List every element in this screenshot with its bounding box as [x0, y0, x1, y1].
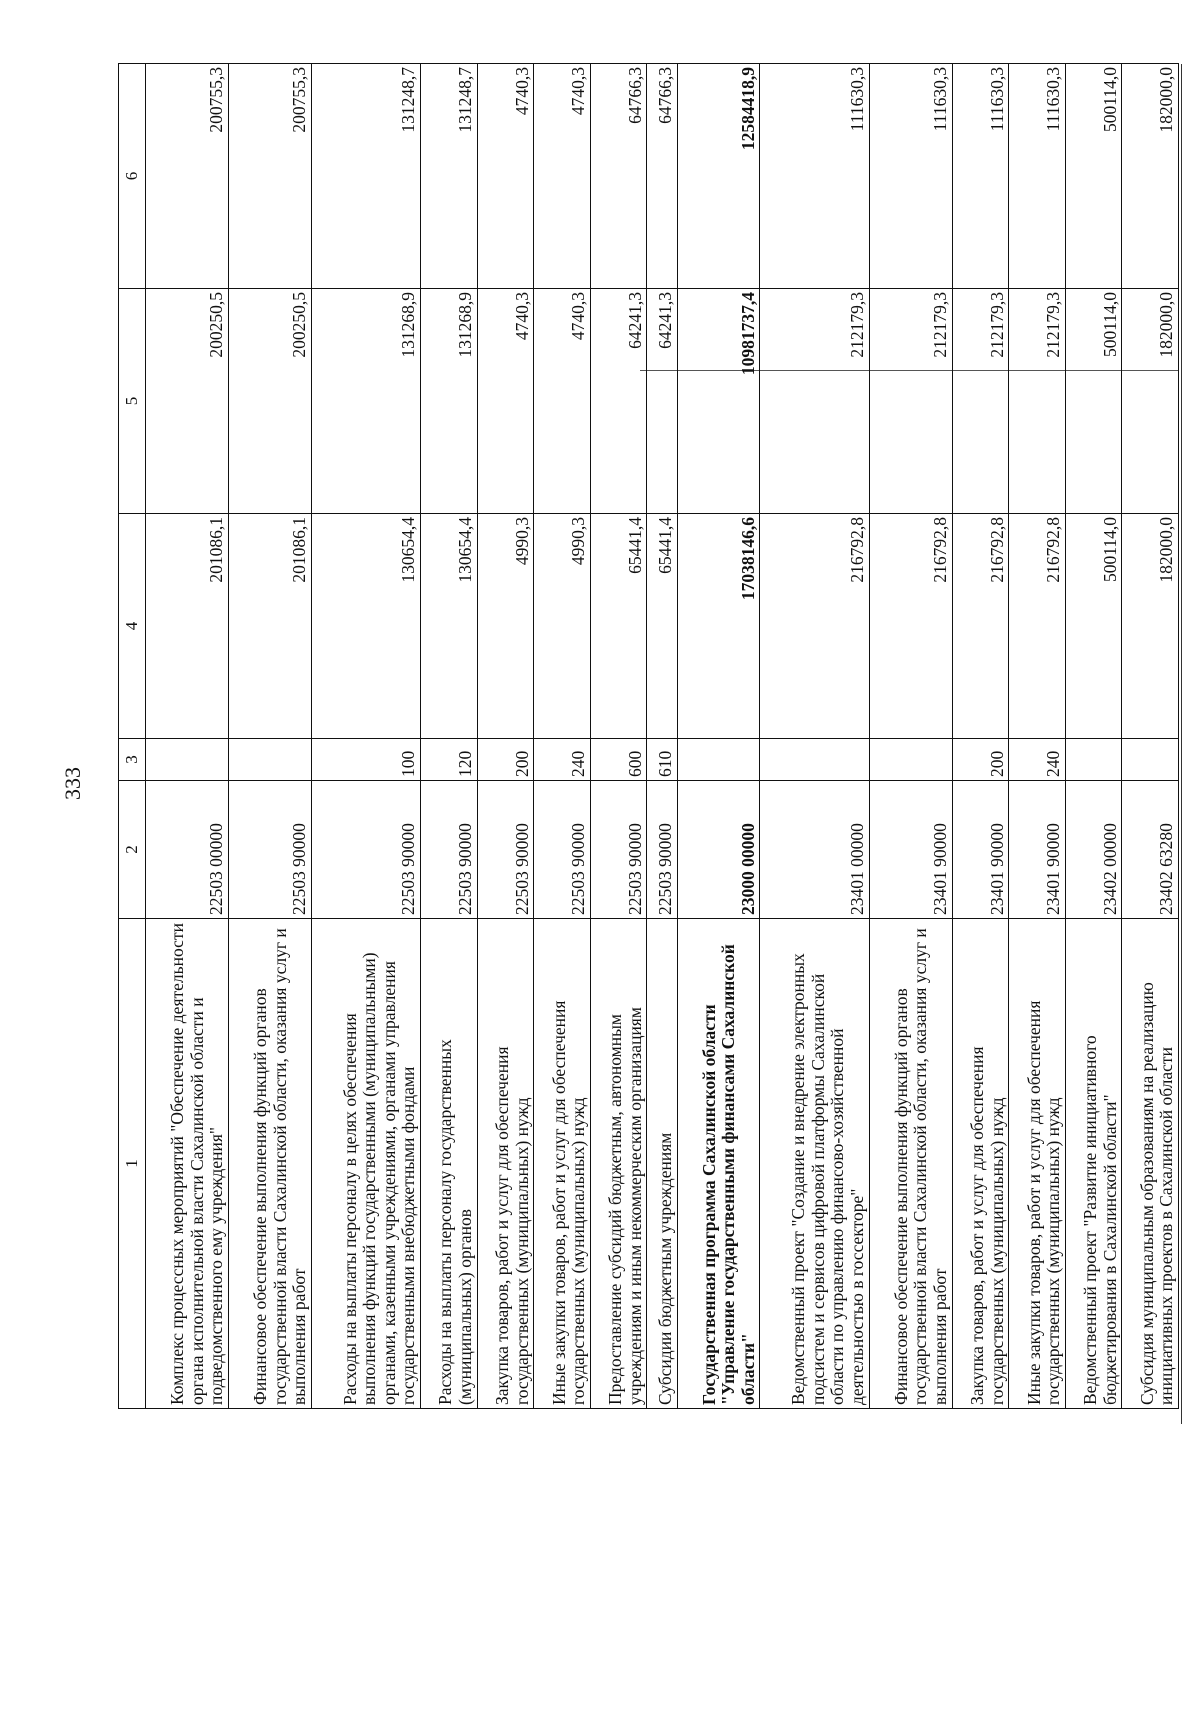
row-name-cell: Государственная программа Сахалинской области "Управление государственными финансами Сахалинской области": [677, 919, 760, 1409]
row-expense-type-cell: 610: [647, 739, 677, 781]
row-name-cell: Иные закупки товаров, работ и услуг для обеспечения государственных (муниципальных) нужд: [1009, 919, 1066, 1409]
row-expense-type-cell: 600: [590, 739, 647, 781]
row-value-col4-cell: 4990,3: [477, 514, 534, 739]
page-number: 333: [60, 767, 85, 800]
row-value-col6-cell: 182000,0: [1122, 64, 1179, 289]
row-value-col5-cell: 64241,3: [647, 289, 677, 514]
row-name-cell: Закупка товаров, работ и услуг для обеспечения государственных (муниципальных) нужд: [477, 919, 534, 1409]
table-row: [1122, 64, 1179, 1409]
row-expense-type-cell: [228, 739, 311, 781]
row-code-cell: 23402 63280: [1122, 781, 1179, 919]
row-name-cell: Финансовое обеспечение выполнения функций органов государственной власти Сахалинской области, оказания услуг и выполнения работ: [869, 919, 952, 1409]
row-code-cell: 22503 90000: [534, 781, 591, 919]
header-col-2: 2: [119, 781, 146, 919]
row-expense-type-cell: [1122, 739, 1179, 781]
table-row: [1009, 64, 1066, 1409]
row-name-cell: Закупка товаров, работ и услуг для обеспечения государственных (муниципальных) нужд: [952, 919, 1009, 1409]
table-row: [420, 64, 477, 1409]
table-row: [869, 64, 952, 1409]
header-col-3: 3: [119, 739, 146, 781]
row-code-cell: 22503 90000: [228, 781, 311, 919]
row-code-cell: 23401 00000: [760, 781, 869, 919]
row-value-col5-cell: 200250,5: [228, 289, 311, 514]
row-value-col6-cell: 200755,3: [146, 64, 229, 289]
header-row: [119, 64, 146, 1409]
row-expense-type-cell: [869, 739, 952, 781]
row-value-col4-cell: 65441,4: [647, 514, 677, 739]
row-value-col6-cell: 64766,3: [647, 64, 677, 289]
row-value-col6-cell: 131248,7: [311, 64, 420, 289]
row-value-col5-cell: 212179,3: [1009, 289, 1066, 514]
row-value-col5-cell: 10981737,4: [677, 289, 760, 514]
scan-artifact-vertical-line: [1181, 64, 1182, 1424]
row-name-cell: Предоставление субсидий бюджетным, автономным учреждениям и иным некоммерческим организациям: [590, 919, 647, 1409]
row-value-col4-cell: 500114,0: [1065, 514, 1122, 739]
row-value-col4-cell: 201086,1: [146, 514, 229, 739]
row-expense-type-cell: [146, 739, 229, 781]
row-expense-type-cell: [760, 739, 869, 781]
header-col-5: 5: [119, 289, 146, 514]
row-value-col4-cell: 216792,8: [760, 514, 869, 739]
row-name-cell: Субсидия муниципальным образованиям на реализацию инициативных проектов в Сахалинской области: [1122, 919, 1179, 1409]
budget-table: [118, 63, 1179, 1409]
row-code-cell: 22503 90000: [477, 781, 534, 919]
row-value-col4-cell: 216792,8: [869, 514, 952, 739]
row-value-col4-cell: 4990,3: [534, 514, 591, 739]
row-value-col5-cell: 212179,3: [869, 289, 952, 514]
row-name-cell: Расходы на выплаты персоналу государственных (муниципальных) органов: [420, 919, 477, 1409]
table-body: [146, 64, 1179, 1409]
row-code-cell: 22503 00000: [146, 781, 229, 919]
row-value-col4-cell: 216792,8: [952, 514, 1009, 739]
row-code-cell: 23401 90000: [869, 781, 952, 919]
row-expense-type-cell: 100: [311, 739, 420, 781]
row-value-col6-cell: 200755,3: [228, 64, 311, 289]
row-name-cell: Ведомственный проект "Развитие инициативного бюджетирования в Сахалинской области": [1065, 919, 1122, 1409]
table-row: [477, 64, 534, 1409]
table-row: [311, 64, 420, 1409]
table-row: [647, 64, 677, 1409]
row-expense-type-cell: [677, 739, 760, 781]
table-row: [677, 64, 760, 1409]
row-code-cell: 23000 00000: [677, 781, 760, 919]
row-value-col5-cell: 4740,3: [534, 289, 591, 514]
row-value-col4-cell: 65441,4: [590, 514, 647, 739]
row-value-col5-cell: 500114,0: [1065, 289, 1122, 514]
row-value-col6-cell: 4740,3: [477, 64, 534, 289]
row-value-col6-cell: 111630,3: [952, 64, 1009, 289]
header-col-4: 4: [119, 514, 146, 739]
row-code-cell: 23401 90000: [952, 781, 1009, 919]
table-row: [228, 64, 311, 1409]
table-row: [146, 64, 229, 1409]
table-row: [590, 64, 647, 1409]
header-col-6: 6: [119, 64, 146, 289]
row-expense-type-cell: 200: [477, 739, 534, 781]
row-value-col4-cell: 201086,1: [228, 514, 311, 739]
row-name-cell: Комплекс процессных мероприятий "Обеспечение деятельности органа исполнительной власти Сахалинской области и подведомственного ему учреждения": [146, 919, 229, 1409]
row-code-cell: 22503 90000: [647, 781, 677, 919]
row-code-cell: 22503 90000: [590, 781, 647, 919]
row-value-col6-cell: 111630,3: [869, 64, 952, 289]
row-value-col6-cell: 4740,3: [534, 64, 591, 289]
row-value-col4-cell: 17038146,6: [677, 514, 760, 739]
table-row: [534, 64, 591, 1409]
row-code-cell: 22503 90000: [420, 781, 477, 919]
row-value-col6-cell: 111630,3: [1009, 64, 1066, 289]
row-expense-type-cell: 200: [952, 739, 1009, 781]
row-expense-type-cell: [1065, 739, 1122, 781]
row-value-col4-cell: 130654,4: [420, 514, 477, 739]
table-row: [1065, 64, 1122, 1409]
row-value-col5-cell: 4740,3: [477, 289, 534, 514]
table-row: [952, 64, 1009, 1409]
row-expense-type-cell: 240: [534, 739, 591, 781]
row-expense-type-cell: 240: [1009, 739, 1066, 781]
row-value-col4-cell: 182000,0: [1122, 514, 1179, 739]
row-value-col4-cell: 216792,8: [1009, 514, 1066, 739]
row-name-cell: Иные закупки товаров, работ и услуг для обеспечения государственных (муниципальных) нужд: [534, 919, 591, 1409]
row-value-col5-cell: 131268,9: [420, 289, 477, 514]
row-value-col5-cell: 200250,5: [146, 289, 229, 514]
row-value-col6-cell: 12584418,9: [677, 64, 760, 289]
row-value-col5-cell: 64241,3: [590, 289, 647, 514]
row-value-col5-cell: 212179,3: [952, 289, 1009, 514]
row-value-col6-cell: 64766,3: [590, 64, 647, 289]
row-name-cell: Ведомственный проект "Создание и внедрение электронных подсистем и сервисов цифровой платформы Сахалинской области по управлению финансово-хозяйственной деятельностью в госсекторе": [760, 919, 869, 1409]
row-value-col4-cell: 130654,4: [311, 514, 420, 739]
row-name-cell: Расходы на выплаты персоналу в целях обеспечения выполнения функций государственными (муниципальными) органами, казенными учреждениями, органами управления государственными внебюджетными фондами: [311, 919, 420, 1409]
table-row: [760, 64, 869, 1409]
row-expense-type-cell: 120: [420, 739, 477, 781]
row-name-cell: Финансовое обеспечение выполнения функций органов государственной власти Сахалинской области, оказания услуг и выполнения работ: [228, 919, 311, 1409]
row-value-col6-cell: 111630,3: [760, 64, 869, 289]
row-value-col5-cell: 212179,3: [760, 289, 869, 514]
row-code-cell: 23401 90000: [1009, 781, 1066, 919]
row-value-col5-cell: 182000,0: [1122, 289, 1179, 514]
row-name-cell: Субсидии бюджетным учреждениям: [647, 919, 677, 1409]
header-col-1: 1: [119, 919, 146, 1409]
row-code-cell: 22503 90000: [311, 781, 420, 919]
rotated-table-container: [118, 64, 1179, 1409]
row-value-col6-cell: 131248,7: [420, 64, 477, 289]
row-value-col6-cell: 500114,0: [1065, 64, 1122, 289]
row-value-col5-cell: 131268,9: [311, 289, 420, 514]
row-code-cell: 23402 00000: [1065, 781, 1122, 919]
